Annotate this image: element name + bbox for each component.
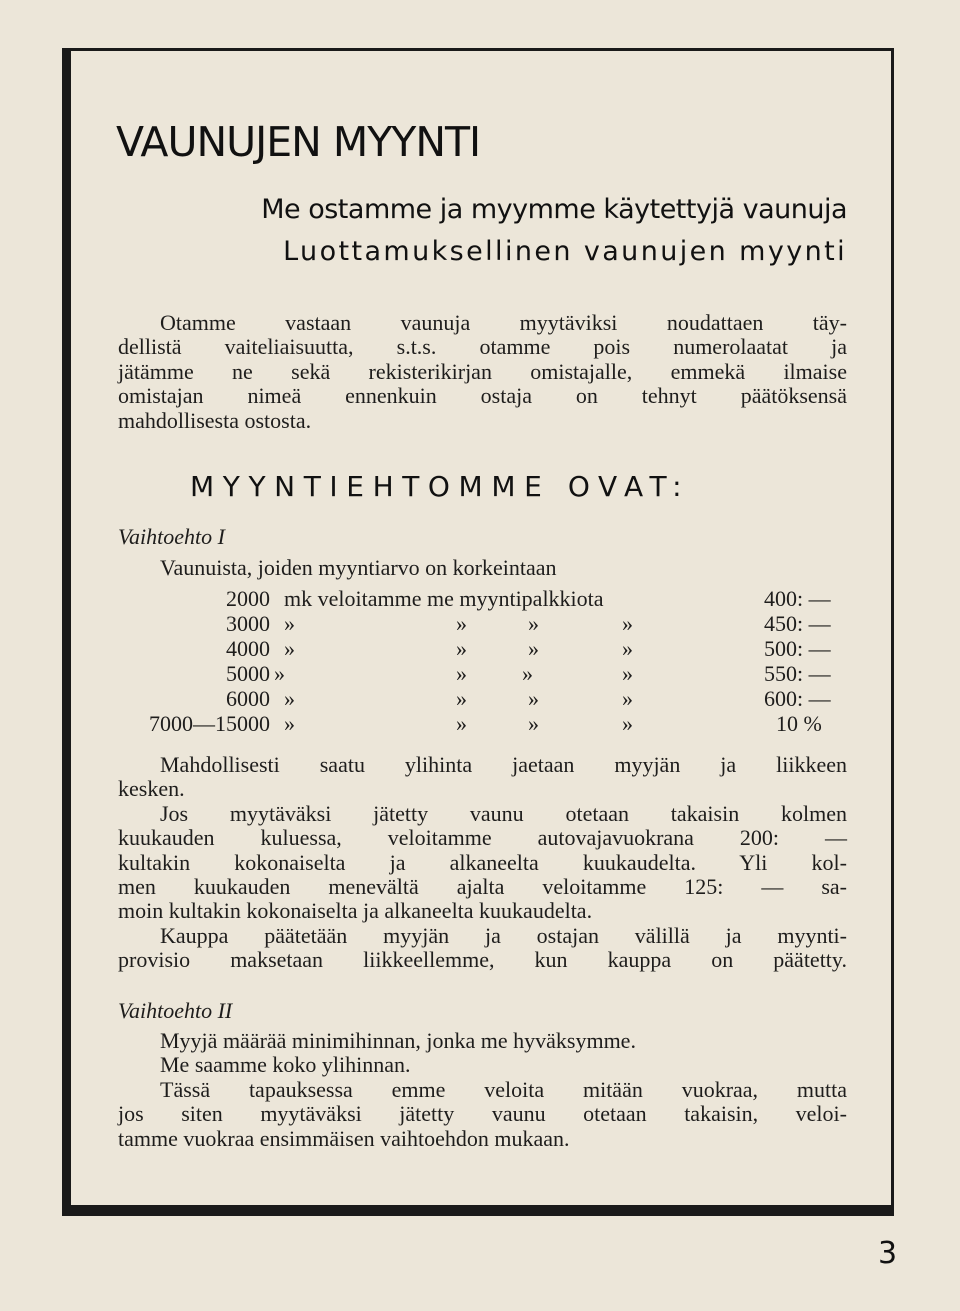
page-title: VAUNUJEN MYYNTI bbox=[116, 118, 481, 166]
fee-row-amount-fee: 400: — bbox=[764, 586, 831, 611]
fee-row-amount-fee: 550: — bbox=[764, 661, 831, 686]
ditto-mark: » bbox=[284, 711, 295, 736]
option-1-lead bbox=[118, 556, 847, 580]
fee-row-amount: 4000 bbox=[226, 636, 270, 661]
fee-row-amount: 2000 bbox=[226, 586, 270, 611]
ditto-mark: » bbox=[622, 711, 633, 736]
page-number: 3 bbox=[878, 1236, 898, 1271]
fee-row-text: mk veloitamme me myyntipalkkiota bbox=[284, 586, 604, 611]
fee-row bbox=[118, 611, 847, 635]
body-line: Kauppa päätetään myyjän ja ostajan välillä ja myynti- bbox=[160, 922, 847, 948]
body-line: Me saamme koko ylihinnan. bbox=[160, 1052, 411, 1078]
intro-line: jätämme ne sekä rekisterikirjan omistajalle, emmekä ilmaise bbox=[118, 358, 847, 384]
fee-row-amount-fee: 10 % bbox=[776, 711, 822, 736]
body-line: kuukauden kuluessa, veloitamme autovajavuokrana 200: — bbox=[118, 825, 847, 851]
body-line: Jos myytäväksi jätetty vaunu otetaan takaisin kolmen bbox=[160, 800, 847, 826]
intro-line: dellistä vaiteliaisuutta, s.t.s. otamme pois numerolaatat ja bbox=[118, 334, 847, 360]
ditto-mark: » bbox=[622, 686, 633, 711]
fee-row bbox=[118, 636, 847, 660]
subtitle-confidential: Luottamuksellinen vaunujen myynti bbox=[283, 236, 847, 267]
fee-row-amount-fee: 600: — bbox=[764, 686, 831, 711]
body-line: men kuukauden menevältä ajalta veloitamme 125: — sa- bbox=[118, 874, 847, 900]
fee-row-amount-fee: 450: — bbox=[764, 611, 831, 636]
ditto-mark: » bbox=[456, 711, 467, 736]
body-line: provisio maksetaan liikkeellemme, kun kauppa on päätetty. bbox=[118, 947, 847, 973]
ditto-mark: » bbox=[456, 636, 467, 661]
fee-row-amount: 5000 bbox=[226, 661, 270, 686]
option-2-label: Vaihtoehto II bbox=[118, 998, 233, 1023]
ditto-mark: » bbox=[456, 686, 467, 711]
option-2-body bbox=[118, 1029, 847, 1151]
body-line: moin kultakin kokonaiselta ja alkaneelta kuukaudelta. bbox=[118, 898, 593, 924]
ditto-mark: » bbox=[522, 661, 533, 686]
intro-line: mahdollisesta ostosta. bbox=[118, 407, 312, 433]
ditto-mark: » bbox=[528, 711, 539, 736]
fee-row-amount: 6000 bbox=[226, 686, 270, 711]
body-line: tamme vuokraa ensimmäisen vaihtoehdon mukaan. bbox=[118, 1125, 570, 1151]
option-1-lead-text: Vaunuista, joiden myyntiarvo on korkeintaan bbox=[160, 555, 557, 580]
body-line: kesken. bbox=[118, 776, 185, 802]
ditto-mark: » bbox=[274, 661, 285, 686]
ditto-mark: » bbox=[528, 636, 539, 661]
body-line: Myyjä määrää minimihinnan, jonka me hyväksymme. bbox=[160, 1028, 636, 1053]
ditto-mark: » bbox=[622, 661, 633, 686]
fee-row bbox=[118, 686, 847, 710]
body-line: Mahdollisesti saatu ylihinta jaetaan myyjän ja liikkeen bbox=[160, 752, 847, 777]
fee-row bbox=[118, 586, 847, 610]
subtitle-buy-sell: Me ostamme ja myymme käytettyjä vaunuja bbox=[261, 194, 847, 225]
option-1-label: Vaihtoehto I bbox=[118, 524, 225, 549]
ditto-mark: » bbox=[622, 611, 633, 636]
terms-heading: MYYNTIEHTOMME OVAT: bbox=[190, 470, 691, 503]
intro-line: omistajan nimeä ennenkuin ostaja on tehnyt päätöksensä bbox=[118, 383, 847, 409]
fee-row-amount: 7000—15000 bbox=[149, 711, 270, 736]
body-line: jos siten myytäväksi jätetty vaunu otetaan takaisin, veloi- bbox=[118, 1101, 847, 1127]
option-1-body bbox=[118, 753, 847, 973]
ditto-mark: » bbox=[528, 611, 539, 636]
ditto-mark: » bbox=[622, 636, 633, 661]
fee-row-amount: 3000 bbox=[226, 611, 270, 636]
intro-paragraph bbox=[118, 311, 847, 433]
intro-line: Otamme vastaan vaunuja myytäviksi noudattaen täy- bbox=[160, 310, 847, 335]
body-line: kultakin kokonaiselta ja alkaneelta kuukaudelta. Yli kol- bbox=[118, 849, 847, 875]
ditto-mark: » bbox=[284, 686, 295, 711]
fee-row bbox=[118, 661, 847, 685]
body-line: Tässä tapauksessa emme veloita mitään vuokraa, mutta bbox=[160, 1076, 847, 1102]
ditto-mark: » bbox=[284, 611, 295, 636]
fee-row-amount-fee: 500: — bbox=[764, 636, 831, 661]
ditto-mark: » bbox=[456, 661, 467, 686]
ditto-mark: » bbox=[528, 686, 539, 711]
ditto-mark: » bbox=[284, 636, 295, 661]
fee-row bbox=[118, 711, 847, 735]
ditto-mark: » bbox=[456, 611, 467, 636]
